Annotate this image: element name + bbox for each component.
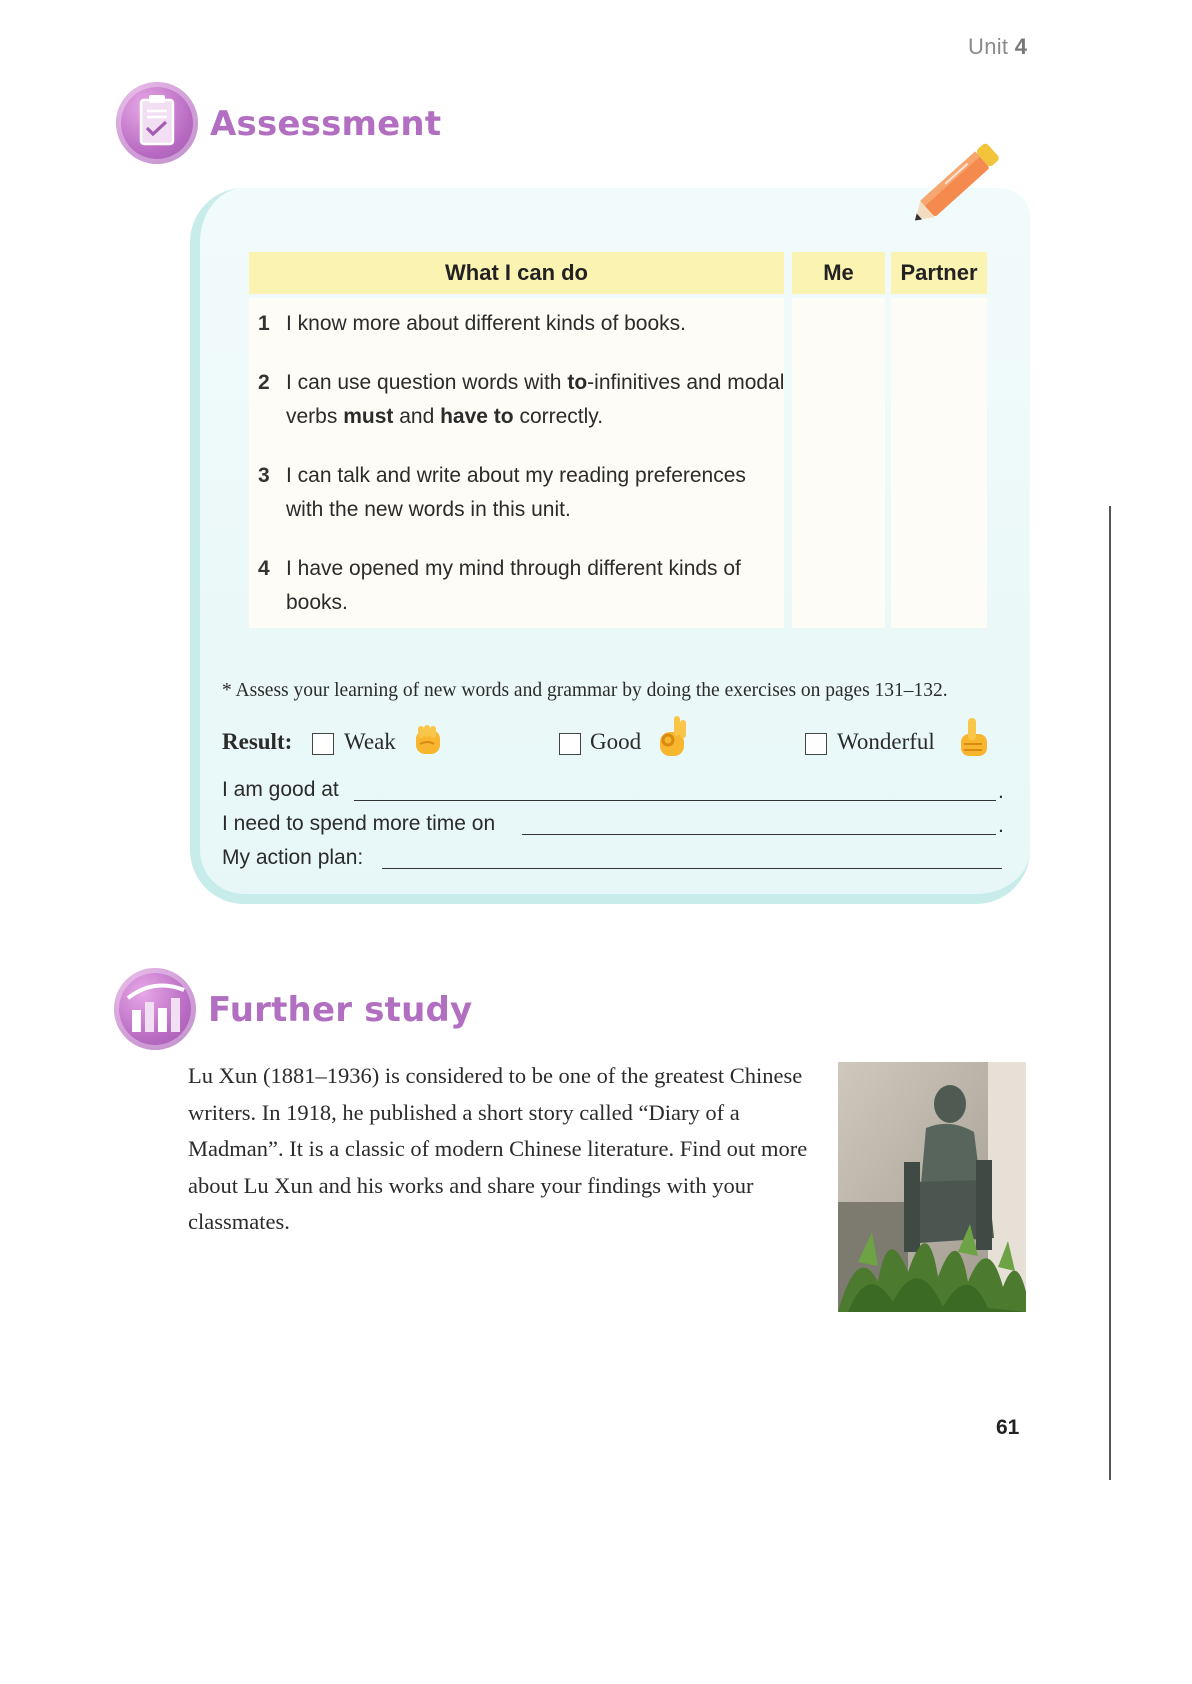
row-number: 3 [258,464,270,487]
unit-label [968,34,1027,60]
further-study-paragraph: Lu Xun (1881–1936) is considered to be one of the greatest Chinese writers. In 1918, he published a short story called “Diary of a Madman”. It is a classic of modern Chinese literature. Find out more about Lu Xun and his works and share your findings with your classmates. [188,1063,808,1234]
result-label: Result: [222,729,293,754]
weak-checkbox[interactable] [312,733,334,755]
action-plan-label: My action plan: [222,846,364,869]
more-time-label: I need to spend more time on [222,812,496,835]
table-header-what: What I can do [249,252,784,294]
row-number: 4 [258,557,270,580]
table-row [286,366,786,434]
page-number: 61 [996,1416,1020,1439]
action-plan-line[interactable] [382,868,1002,869]
wonderful-label: Wonderful [837,729,935,754]
bar-chart-icon [114,968,196,1050]
me-column[interactable] [792,298,885,628]
wonderful-checkbox[interactable] [805,733,827,755]
pencil-icon [906,124,1016,239]
row-text-bold: have to [440,405,514,428]
period-mark: . [998,814,1004,837]
fist-emoji-icon [410,720,446,765]
row-text-part: and [393,405,441,428]
row-text-part: I can use question words with [286,371,568,394]
table-row: I know more about different kinds of books. [286,312,687,335]
good-at-label: I am good at [222,778,339,801]
period-mark: . [998,780,1004,803]
good-label: Good [590,729,642,754]
table-row: I can talk and write about my reading preferences with the new words in this unit. [286,464,746,521]
more-time-line[interactable] [522,834,996,835]
table-header-partner: Partner [891,252,987,294]
further-study-title: Further study [208,990,473,1030]
row-text-bold: to [567,371,588,394]
assessment-note: * Assess your learning of new words and grammar by doing the exercises on pages 131–132. [222,680,948,701]
assessment-title: Assessment [210,104,442,144]
thumbs-up-icon [956,716,992,765]
page-margin-line [1109,506,1111,1480]
row-text-part: correctly. [513,405,604,428]
unit-number: 4 [1014,34,1028,59]
table-row: I have opened my mind through different kinds of books. [286,557,741,614]
row-text-part: -infinitives and modal verbs [286,371,785,428]
weak-label: Weak [344,729,396,754]
row-number: 2 [258,371,270,394]
clipboard-check-icon [116,82,198,164]
ok-hand-icon [654,714,690,765]
table-header-me: Me [792,252,885,294]
unit-word: Unit [968,34,1009,59]
row-text-bold: must [343,405,394,428]
row-number: 1 [258,312,270,335]
good-checkbox[interactable] [559,733,581,755]
good-at-line[interactable] [354,800,996,801]
partner-column[interactable] [891,298,987,628]
lu-xun-statue-photo [838,1062,1026,1312]
